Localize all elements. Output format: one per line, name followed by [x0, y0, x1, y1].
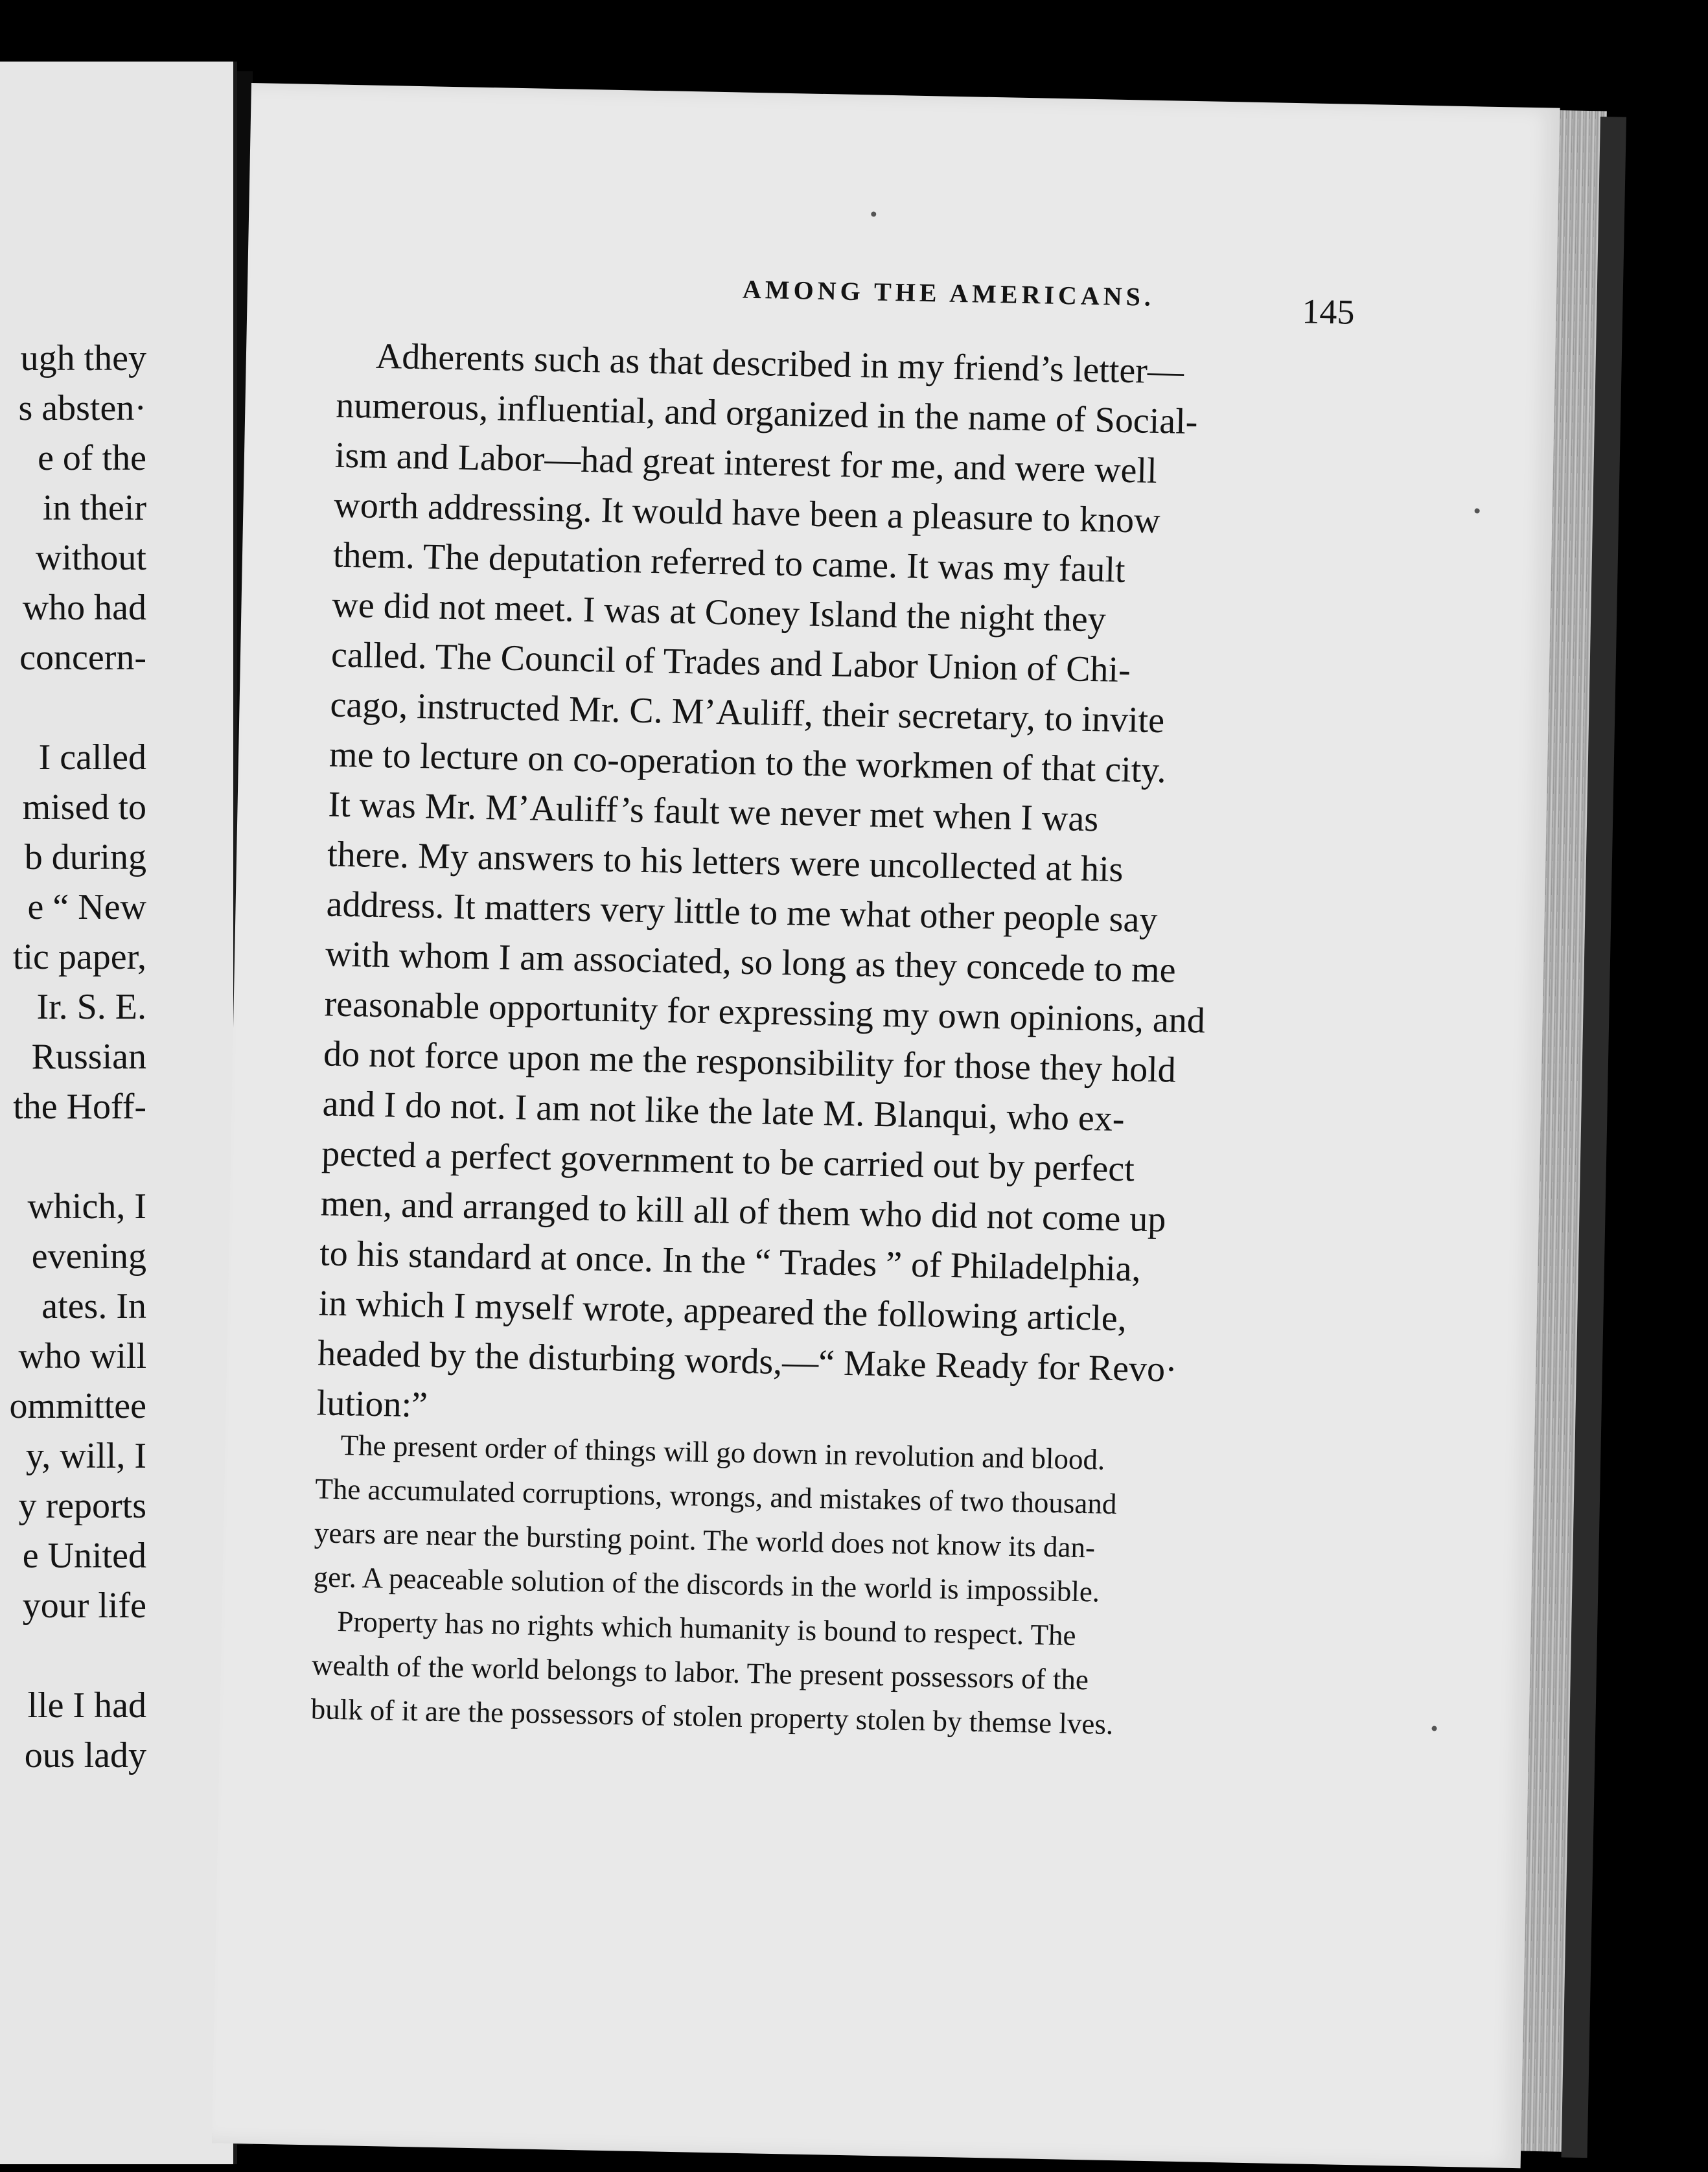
quote-line: The present order of things will go down in revolution and blood. [340, 1429, 1105, 1476]
left-line: the Hoff- [13, 1087, 146, 1127]
quote-line: ger. A peaceable solution of the discords in the world is impossible. [313, 1560, 1100, 1608]
body-line: we did not meet. I was at Coney Island the night they [331, 584, 1107, 640]
left-line: Ir. S. E. [36, 987, 146, 1027]
left-line: e United [22, 1536, 146, 1576]
paper-speck [1432, 1726, 1437, 1731]
left-line: which, I [27, 1186, 146, 1227]
left-line [9, 1631, 146, 1681]
page-number: 145 [1301, 292, 1356, 332]
body-line: with whom I am associated, so long as they concede to me [325, 934, 1177, 991]
body-line: pected a perfect government to be carried out by perfect [321, 1133, 1135, 1190]
body-line: cago, instructed Mr. C. M’Auliff, their secretary, to invite [330, 684, 1165, 741]
left-line: in their [42, 488, 146, 528]
left-line: who will [18, 1336, 146, 1376]
quote-line: years are near the bursting point. The world does not know its dan- [314, 1516, 1096, 1564]
left-line: tic paper, [12, 937, 146, 977]
left-line: concern- [19, 638, 146, 678]
left-page-text [9, 334, 146, 1781]
body-line: Adherents such as that described in my friend’s letter— [375, 336, 1184, 392]
body-line: reasonable opportunity for expressing my own opinions, and [324, 984, 1206, 1041]
left-line: ommittee [9, 1386, 146, 1426]
body-line: me to lecture on co-operation to the workmen of that city. [329, 734, 1167, 791]
body-line: worth addressing. It would have been a pleasure to know [333, 485, 1161, 542]
left-line [9, 1132, 146, 1182]
left-line: without [35, 538, 146, 578]
left-line: y, will, I [25, 1436, 146, 1476]
left-line: b during [24, 837, 146, 877]
body-line: headed by the disturbing words,—“ Make Ready for Revo· [317, 1333, 1178, 1390]
left-line: I called [38, 737, 146, 778]
body-line: do not force upon me the responsibility for those they hold [323, 1034, 1177, 1091]
paper-speck [1475, 508, 1480, 513]
left-line: s absten· [18, 388, 146, 428]
body-paragraph [316, 331, 1328, 1448]
left-line: y reports [18, 1486, 146, 1526]
quote-line: Property has no rights which humanity is bound to respect. The [336, 1604, 1076, 1652]
quote-line: The accumulated corruptions, wrongs, and mistakes of two thousand [314, 1472, 1117, 1521]
left-line: e of the [38, 438, 146, 478]
body-line: numerous, influential, and organized in the name of Social- [335, 385, 1198, 443]
left-line: ates. In [41, 1286, 146, 1326]
running-head: AMONG THE AMERICANS. [742, 274, 1155, 312]
left-line: lle I had [27, 1685, 146, 1726]
body-line: them. The deputation referred to came. It was my fault [332, 535, 1126, 591]
body-line: address. It matters very little to me what other people say [326, 884, 1159, 941]
block-quote [310, 1422, 1308, 1750]
body-line: there. My answers to his letters were uncollected at his [327, 834, 1124, 890]
body-line: men, and arranged to kill all of them who did not come up [320, 1183, 1166, 1240]
body-line: ism and Labor—had great interest for me, and were well [334, 435, 1158, 491]
right-page [212, 83, 1560, 2168]
body-line: It was Mr. M’Auliff’s fault we never met when I was [328, 784, 1099, 840]
quote-line: wealth of the world belongs to labor. The present possessors of the [311, 1648, 1089, 1696]
left-line [9, 683, 146, 733]
left-line: your life [22, 1586, 146, 1626]
left-line: who had [22, 588, 146, 628]
quote-line: bulk of it are the possessors of stolen property stolen by themse lves. [310, 1693, 1114, 1740]
body-line: to his standard at once. In the “ Trades ” of Philadelphia, [319, 1233, 1142, 1289]
body-line: called. The Council of Trades and Labor Union of Chi- [330, 634, 1131, 691]
left-line: Russian [31, 1037, 146, 1077]
body-line: in which I myself wrote, appeared the following article, [318, 1283, 1127, 1339]
left-line: ugh they [20, 338, 146, 378]
body-line: and I do not. I am not like the late M. Blanqui, who ex- [322, 1083, 1125, 1140]
body-line: lution:” [316, 1383, 428, 1426]
paper-speck [871, 211, 876, 216]
left-line: e “ New [27, 887, 146, 927]
left-page [0, 62, 237, 2164]
left-line: ous lady [24, 1735, 146, 1775]
left-line: mised to [22, 787, 146, 827]
left-line: evening [31, 1236, 146, 1277]
